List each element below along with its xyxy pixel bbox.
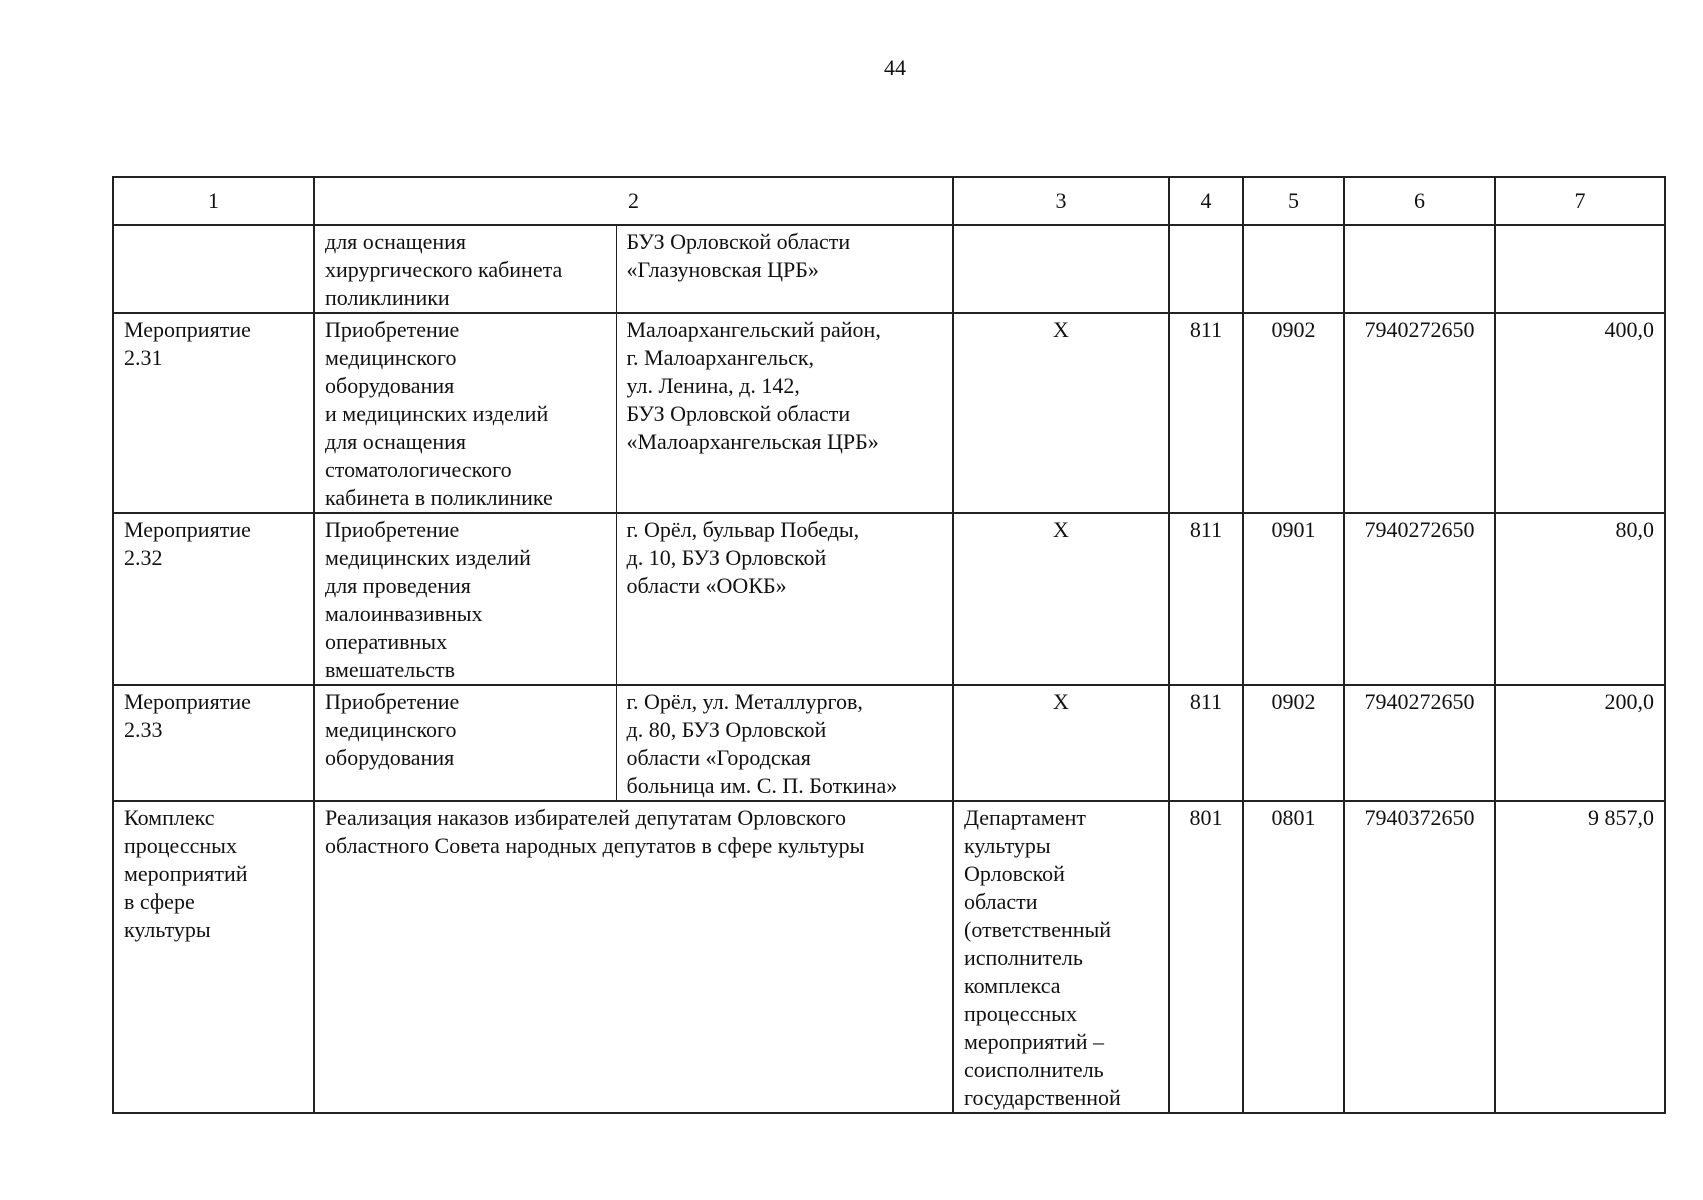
section-cell: 0902	[1243, 313, 1344, 513]
header-cell: 4	[1169, 177, 1243, 225]
location-cell: Малоархангельский район, г. Малоархангельск, ул. Ленина, д. 142, БУЗ Орловской области «Малоархангельская ЦРБ»	[616, 313, 953, 513]
activity-cell	[113, 225, 314, 313]
executor-cell: Х	[953, 513, 1169, 685]
code-cell: 811	[1169, 685, 1243, 801]
table-header-row	[113, 177, 1665, 225]
executor-cell: Департамент культуры Орловской области (ответственный исполнитель комплекса процессных мероприятий – соисполнитель государственной	[953, 801, 1169, 1113]
table-row	[113, 313, 1665, 513]
description-cell: Приобретение медицинских изделий для проведения малоинвазивных оперативных вмешательств	[314, 513, 616, 685]
header-cell: 3	[953, 177, 1169, 225]
target-article-cell: 7940272650	[1344, 685, 1495, 801]
location-cell: г. Орёл, бульвар Победы, д. 10, БУЗ Орловской области «ООКБ»	[616, 513, 953, 685]
code-cell	[1169, 225, 1243, 313]
activity-cell: Мероприятие 2.33	[113, 685, 314, 801]
activity-cell: Комплекс процессных мероприятий в сфере культуры	[113, 801, 314, 1113]
description-cell: для оснащения хирургического кабинета поликлиники	[314, 225, 616, 313]
executor-cell: Х	[953, 685, 1169, 801]
section-cell: 0902	[1243, 685, 1344, 801]
header-cell: 5	[1243, 177, 1344, 225]
table-row	[113, 685, 1665, 801]
description-cell: Приобретение медицинского оборудования	[314, 685, 616, 801]
header-cell: 6	[1344, 177, 1495, 225]
section-cell	[1243, 225, 1344, 313]
amount-cell: 80,0	[1495, 513, 1665, 685]
location-cell: г. Орёл, ул. Металлургов, д. 80, БУЗ Орловской области «Городская больница им. С. П. Боткина»	[616, 685, 953, 801]
header-cell: 2	[314, 177, 953, 225]
location-cell: БУЗ Орловской области «Глазуновская ЦРБ»	[616, 225, 953, 313]
code-cell: 811	[1169, 513, 1243, 685]
amount-cell: 400,0	[1495, 313, 1665, 513]
section-cell: 0901	[1243, 513, 1344, 685]
header-cell: 1	[113, 177, 314, 225]
amount-cell: 9 857,0	[1495, 801, 1665, 1113]
code-cell: 801	[1169, 801, 1243, 1113]
executor-cell: Х	[953, 313, 1169, 513]
section-cell: 0801	[1243, 801, 1344, 1113]
executor-cell	[953, 225, 1169, 313]
budget-table	[112, 176, 1666, 1114]
amount-cell	[1495, 225, 1665, 313]
target-article-cell: 7940272650	[1344, 513, 1495, 685]
table-row	[113, 801, 1665, 1113]
header-cell: 7	[1495, 177, 1665, 225]
target-article-cell	[1344, 225, 1495, 313]
description-cell: Реализация наказов избирателей депутатам Орловского областного Совета народных депутатов в сфере культуры	[314, 801, 953, 1113]
activity-cell: Мероприятие 2.31	[113, 313, 314, 513]
description-cell: Приобретение медицинского оборудования и медицинских изделий для оснащения стоматологического кабинета в поликлинике	[314, 313, 616, 513]
amount-cell: 200,0	[1495, 685, 1665, 801]
table-row	[113, 513, 1665, 685]
target-article-cell: 7940372650	[1344, 801, 1495, 1113]
page-number: 44	[884, 55, 906, 80]
table-row	[113, 225, 1665, 313]
target-article-cell: 7940272650	[1344, 313, 1495, 513]
code-cell: 811	[1169, 313, 1243, 513]
activity-cell: Мероприятие 2.32	[113, 513, 314, 685]
